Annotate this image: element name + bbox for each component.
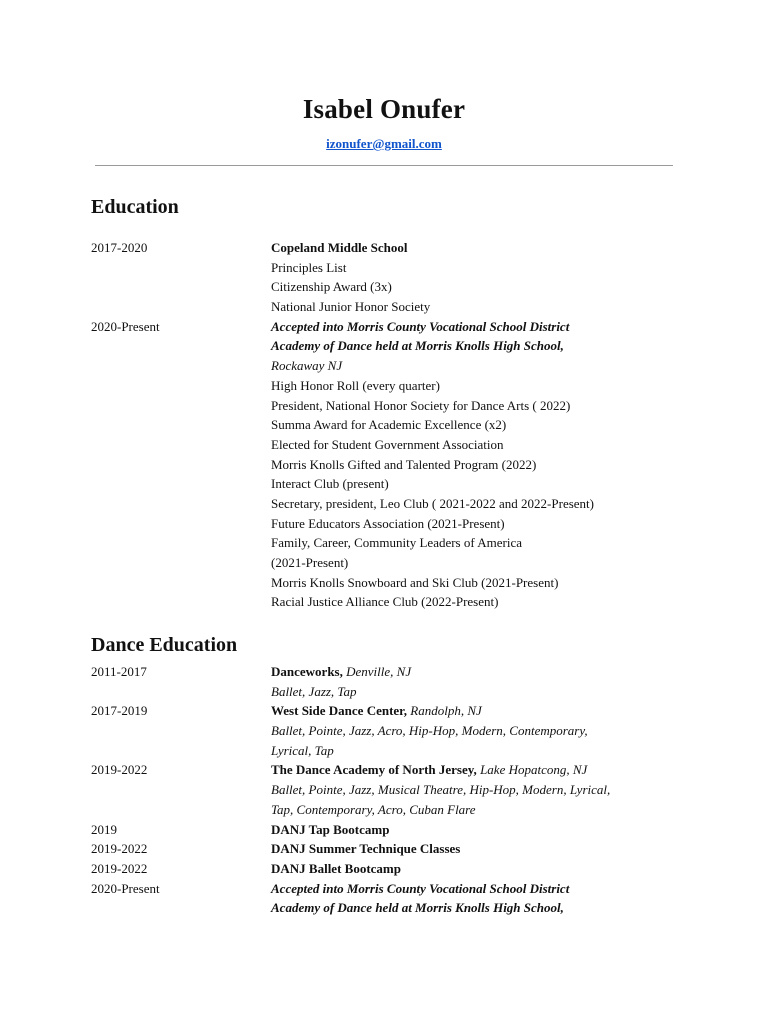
entry-institution: Academy of Dance held at Morris Knolls High School, [271, 900, 564, 916]
entry-description [271, 701, 482, 721]
entry-details: Denville, NJ [342, 664, 412, 679]
entry-description [271, 741, 334, 761]
entry-details: Ballet, Pointe, Jazz, Acro, Hip-Hop, Modern, Contemporary, [271, 723, 588, 739]
education-row [0, 238, 768, 258]
education-row [0, 553, 768, 573]
entry-description: Elected for Student Government Association [271, 436, 504, 452]
email-link[interactable]: izonufer@gmail.com [326, 136, 442, 151]
dance-education-row [0, 780, 768, 800]
entry-institution: DANJ Summer Technique Classes [271, 841, 461, 857]
entry-description: National Junior Honor Society [271, 299, 431, 315]
entry-description [271, 662, 411, 682]
entry-description: Interact Club (present) [271, 476, 389, 492]
dance-education-row [0, 859, 768, 879]
entry-details: Ballet, Jazz, Tap [271, 683, 357, 699]
dance-education-row [0, 662, 768, 682]
entry-description: Accepted into Morris County Vocational School District [271, 318, 570, 334]
entry-date: 2017-2020 [91, 240, 148, 255]
entry-date: 2011-2017 [91, 664, 147, 679]
entry-description [271, 879, 569, 899]
entry-description: Future Educators Association (2021-Present) [271, 515, 505, 531]
entry-date: 2019-2022 [91, 860, 148, 876]
education-row [0, 297, 768, 317]
entry-description: Academy of Dance held at Morris Knolls High School, [271, 338, 564, 354]
entry-date: 2019-2022 [91, 841, 148, 857]
entry-details: Ballet, Pointe, Jazz, Musical Theatre, Hip-Hop, Modern, Lyrical, [271, 782, 611, 798]
education-row [0, 376, 768, 396]
entry-date: 2020-Present [91, 318, 160, 334]
education-row [0, 474, 768, 494]
entry-institution: West Side Dance Center, [271, 703, 408, 719]
entry-description: Copeland Middle School [271, 240, 408, 255]
education-row [0, 415, 768, 435]
entry-details: Randolph, NJ [407, 703, 482, 719]
entry-description: Racial Justice Alliance Club (2022-Present) [271, 594, 499, 610]
entry-description: Family, Career, Community Leaders of America [271, 535, 522, 551]
entry-description [271, 800, 476, 820]
dance-education-row [0, 682, 768, 702]
education-row [0, 356, 768, 376]
entry-description [271, 898, 564, 918]
education-row [0, 396, 768, 416]
entry-description [271, 839, 460, 859]
entry-description [271, 682, 356, 702]
dance-education-row [0, 879, 768, 899]
entry-description [271, 820, 389, 840]
dance-education-row [0, 800, 768, 820]
dance-education-row [0, 839, 768, 859]
education-row [0, 317, 768, 337]
entry-description: Summa Award for Academic Excellence (x2) [271, 417, 507, 433]
dance-education-entries [0, 662, 768, 918]
entry-date: 2020-Present [91, 880, 160, 896]
education-section-title: Education [91, 196, 179, 218]
dance-education-section-title: Dance Education [91, 634, 238, 656]
entry-description: Citizenship Award (3x) [271, 279, 392, 295]
entry-description: High Honor Roll (every quarter) [271, 377, 440, 393]
entry-description: (2021-Present) [271, 555, 349, 570]
education-row [0, 494, 768, 514]
entry-date: 2019-2022 [91, 762, 148, 778]
entry-description: Principles List [271, 259, 347, 275]
dance-education-row [0, 760, 768, 780]
education-row [0, 277, 768, 297]
dance-education-row [0, 701, 768, 721]
entry-description: President, National Honor Society for Dance Arts ( 2022) [271, 397, 571, 413]
entry-description [271, 859, 401, 879]
education-row [0, 455, 768, 475]
education-row [0, 533, 768, 553]
header-divider [95, 165, 673, 166]
entry-institution: DANJ Tap Bootcamp [271, 821, 390, 837]
entry-description [271, 760, 587, 780]
entry-date: 2019 [91, 821, 117, 837]
entry-description [271, 721, 588, 741]
education-row [0, 592, 768, 612]
entry-description: Secretary, president, Leo Club ( 2021-2022 and 2022-Present) [271, 495, 594, 511]
name-heading: Isabel Onufer [302, 94, 466, 124]
education-row [0, 435, 768, 455]
dance-education-row [0, 898, 768, 918]
entry-details: Tap, Contemporary, Acro, Cuban Flare [271, 801, 476, 817]
education-row [0, 573, 768, 593]
entry-details: Lake Hopatcong, NJ [476, 762, 588, 778]
entry-details: Lyrical, Tap [271, 742, 334, 758]
entry-institution: The Dance Academy of North Jersey, [271, 762, 477, 778]
education-row [0, 514, 768, 534]
dance-education-row [0, 721, 768, 741]
entry-description: Morris Knolls Snowboard and Ski Club (2021-Present) [271, 574, 559, 590]
dance-education-row [0, 820, 768, 840]
entry-description: Rockaway NJ [271, 358, 343, 374]
entry-institution: DANJ Ballet Bootcamp [271, 860, 401, 876]
entry-description [271, 780, 610, 800]
education-entries [0, 238, 768, 612]
entry-date: 2017-2019 [91, 703, 148, 719]
entry-description: Morris Knolls Gifted and Talented Program (2022) [271, 456, 537, 472]
education-row [0, 336, 768, 356]
entry-institution: Accepted into Morris County Vocational School District [271, 880, 570, 896]
dance-education-row [0, 741, 768, 761]
entry-institution: Danceworks, [271, 664, 343, 679]
education-row [0, 258, 768, 278]
